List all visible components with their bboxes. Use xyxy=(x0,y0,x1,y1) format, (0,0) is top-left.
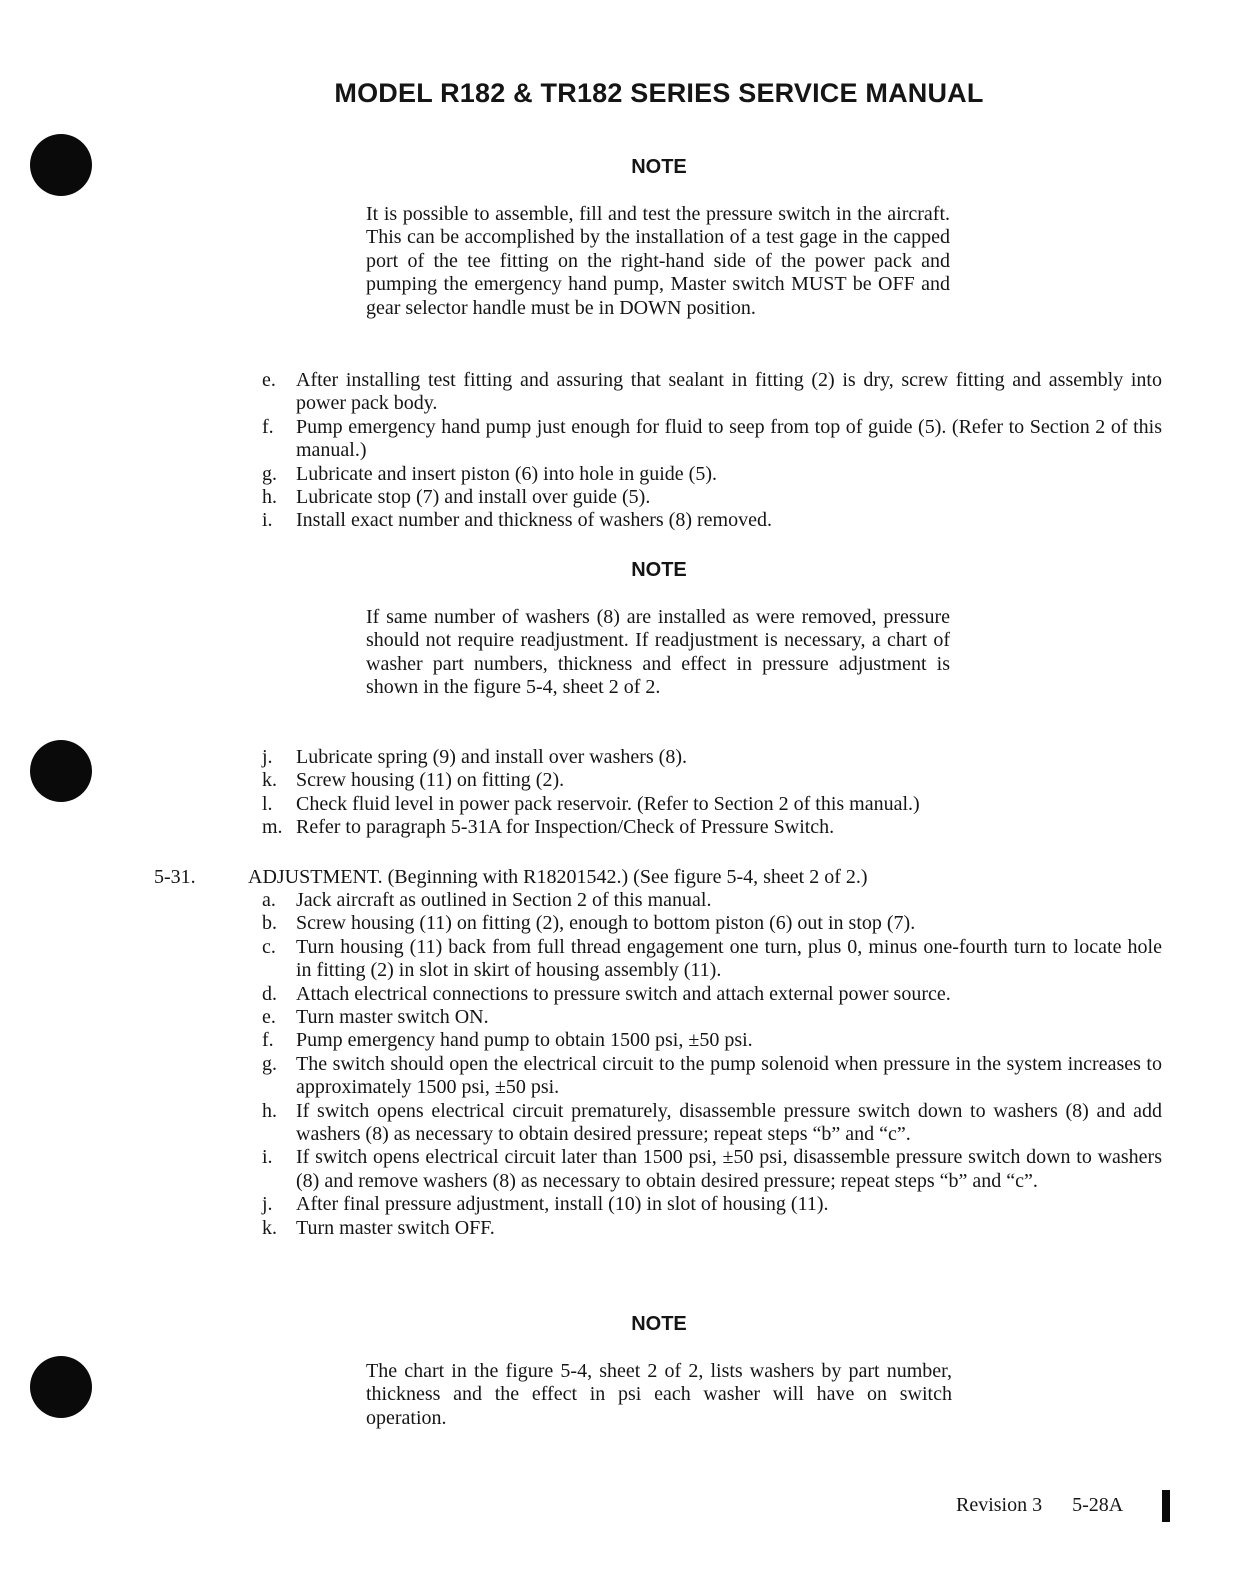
step-letter: a. xyxy=(262,889,276,911)
step-text: Turn master switch OFF. xyxy=(296,1216,495,1239)
paragraph-number: 5-31. xyxy=(154,866,196,888)
step-letter: b. xyxy=(262,912,277,935)
step-letter: c. xyxy=(262,935,276,958)
list-item xyxy=(262,889,1162,912)
page-number: 5-28A xyxy=(1072,1494,1124,1516)
paragraph-heading: ADJUSTMENT. (Beginning with R18201542.) (See figure 5-4, sheet 2 of 2.) xyxy=(248,866,868,888)
step-text: Jack aircraft as outlined in Section 2 of this manual. xyxy=(296,889,712,911)
list-item xyxy=(262,1053,1162,1100)
revision-label: Revision 3 xyxy=(956,1494,1043,1516)
step-letter: i. xyxy=(262,1146,273,1169)
step-text: Lubricate and insert piston (6) into hole in guide (5). xyxy=(296,462,718,485)
list-item xyxy=(262,1100,1162,1147)
step-letter: h. xyxy=(262,1099,277,1122)
list-item xyxy=(262,486,1162,509)
step-text: Turn master switch ON. xyxy=(296,1006,489,1029)
step-letter: k. xyxy=(262,1216,277,1239)
step-text: Turn housing (11) back from full thread engagement one turn, plus 0, minus one-fourth turn to locate hole in fitting (2) in slot in skirt of housing assembly (11). xyxy=(296,935,1162,982)
list-item xyxy=(262,509,1162,532)
list-item xyxy=(262,369,1162,416)
list-item xyxy=(262,1006,1162,1029)
step-text: If switch opens electrical circuit prematurely, disassemble pressure switch down to washers (8) and add washers (8) as necessary to obtain desired pressure; repeat steps “b” and “c”. xyxy=(296,1099,1162,1146)
note-body-2: If same number of washers (8) are installed as were removed, pressure should not require readjustment. If readjustment is necessary, a chart of washer part numbers, thickness and effect in pressure adjustment is shown in the figure 5-4, sheet 2 of 2. xyxy=(366,606,950,699)
step-letter: g. xyxy=(262,1052,277,1075)
step-list-2 xyxy=(262,746,1162,840)
step-text: Lubricate spring (9) and install over washers (8). xyxy=(296,746,687,768)
binder-hole-middle xyxy=(30,740,92,802)
page-footer xyxy=(956,1494,1123,1517)
step-list-3 xyxy=(262,889,1162,1240)
list-item xyxy=(262,416,1162,463)
step-text: Screw housing (11) on fitting (2). xyxy=(296,769,565,792)
step-letter: k. xyxy=(262,769,277,792)
list-item xyxy=(262,816,1162,839)
note-body-3: The chart in the figure 5-4, sheet 2 of 2, lists washers by part number, thickness and the effect in psi each washer will have on switch operation. xyxy=(366,1360,952,1429)
step-text: If switch opens electrical circuit later than 1500 psi, ±50 psi, disassemble pressure switch down to washers (8) and remove washers (8) as necessary to obtain desired pressure; repeat steps “b” and “c”. xyxy=(296,1146,1162,1192)
step-text: After final pressure adjustment, install (10) in slot of housing (11). xyxy=(296,1193,829,1216)
step-letter: e. xyxy=(262,1006,276,1029)
step-list-1 xyxy=(262,369,1162,533)
step-letter: d. xyxy=(262,982,277,1005)
step-text: Install exact number and thickness of washers (8) removed. xyxy=(296,509,772,532)
step-letter: h. xyxy=(262,486,277,509)
step-letter: j. xyxy=(262,746,273,768)
list-item xyxy=(262,912,1162,935)
step-text: Pump emergency hand pump to obtain 1500 psi, ±50 psi. xyxy=(296,1029,753,1052)
step-letter: l. xyxy=(262,792,273,815)
note-heading-1: NOTE xyxy=(631,156,687,178)
list-item xyxy=(262,983,1162,1006)
list-item xyxy=(262,769,1162,792)
step-text: Attach electrical connections to pressure switch and attach external power source. xyxy=(296,982,951,1005)
list-item xyxy=(262,463,1162,486)
list-item xyxy=(262,1029,1162,1052)
step-letter: i. xyxy=(262,509,273,532)
list-item xyxy=(262,1146,1162,1193)
step-letter: j. xyxy=(262,1193,273,1216)
list-item xyxy=(262,936,1162,983)
step-text: Lubricate stop (7) and install over guide (5). xyxy=(296,486,651,509)
step-text: After installing test fitting and assuring that sealant in fitting (2) is dry, screw fitting and assembly into power pack body. xyxy=(296,369,1162,415)
step-text: Check fluid level in power pack reservoir. (Refer to Section 2 of this manual.) xyxy=(296,792,920,815)
step-letter: f. xyxy=(262,1029,274,1052)
step-text: Screw housing (11) on fitting (2), enough to bottom piston (6) out in stop (7). xyxy=(296,912,916,935)
list-item xyxy=(262,746,1162,769)
step-letter: f. xyxy=(262,415,274,438)
list-item xyxy=(262,1217,1162,1240)
note-heading-2: NOTE xyxy=(631,559,687,581)
list-item xyxy=(262,1193,1162,1216)
step-letter: g. xyxy=(262,462,277,485)
note-heading-3: NOTE xyxy=(631,1313,687,1335)
note-body-1: It is possible to assemble, fill and test the pressure switch in the aircraft. This can be accomplished by the installation of a test gage in the capped port of the tee fitting on the right-hand side of the power pack and pumping the emergency hand pump, Master switch MUST be OFF and gear selector handle must be in DOWN position. xyxy=(366,203,950,319)
step-letter: m. xyxy=(262,816,283,839)
step-letter: e. xyxy=(262,369,276,391)
change-bar xyxy=(1162,1490,1170,1522)
binder-hole-bottom xyxy=(30,1356,92,1418)
list-item xyxy=(262,793,1162,816)
page-title: MODEL R182 & TR182 SERIES SERVICE MANUAL xyxy=(334,78,984,108)
step-text: Pump emergency hand pump just enough for fluid to seep from top of guide (5). (Refer to Section 2 of this manual.) xyxy=(296,415,1162,462)
step-text: The switch should open the electrical circuit to the pump solenoid when pressure in the system increases to approximately 1500 psi, ±50 psi. xyxy=(296,1052,1162,1099)
step-text: Refer to paragraph 5-31A for Inspection/Check of Pressure Switch. xyxy=(296,816,835,839)
